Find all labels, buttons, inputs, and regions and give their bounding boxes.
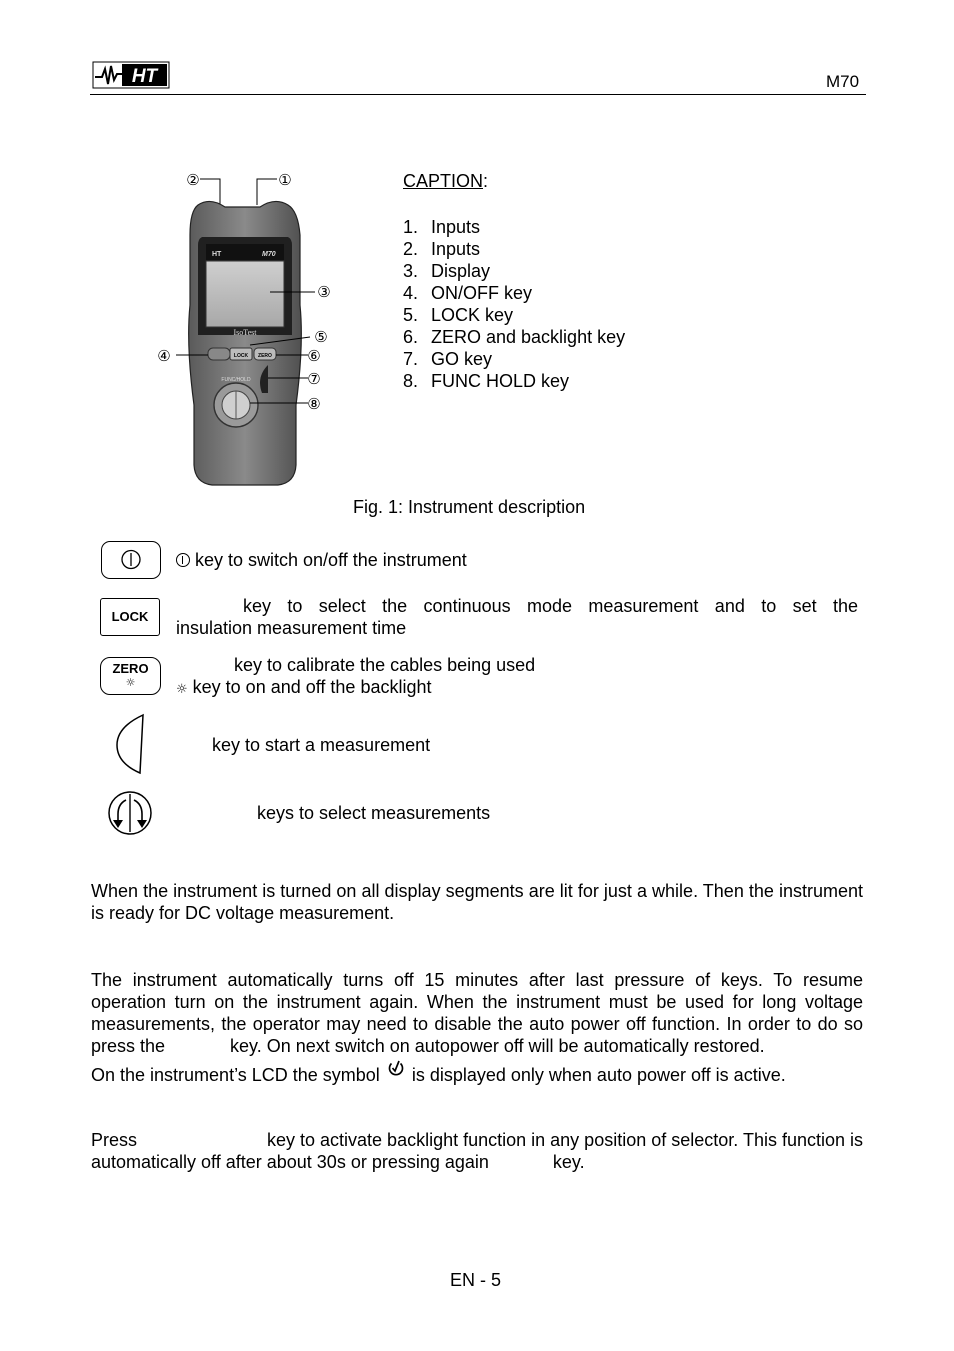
model-name: M70	[826, 72, 860, 91]
caption-item-label: GO key	[431, 349, 493, 369]
device-lock-key-text: LOCK	[233, 353, 249, 359]
zero-key-text-line1: key to calibrate the cables being used	[234, 655, 536, 675]
caption-item	[403, 238, 625, 260]
caption-item-number: 8.	[403, 371, 419, 391]
device-dial-label: FUNC/HOLD	[221, 377, 251, 383]
lock-key-label: LOCK	[111, 609, 149, 624]
callout-5: ⑤	[314, 328, 328, 346]
backlight-text-a: Press	[91, 1130, 138, 1150]
caption-item	[403, 260, 625, 282]
backlight-text-c: automatically off after about 30s or pressing again	[91, 1152, 489, 1172]
caption-item-label: FUNC HOLD key	[431, 371, 570, 391]
figure-caption: Fig. 1: Instrument description	[353, 497, 586, 517]
paragraph-autopoweroff	[91, 969, 863, 1057]
power-icon	[176, 553, 190, 567]
caption-title-text: CAPTION	[403, 171, 484, 191]
autopoweroff-icon	[387, 1059, 405, 1082]
page-number: EN - 5	[450, 1270, 502, 1290]
caption-item	[403, 216, 625, 238]
zero-key-label: ZERO	[112, 661, 149, 676]
device-brand-text: HT	[212, 251, 222, 258]
callout-8: ⑧	[307, 395, 321, 413]
caption-item-number: 3.	[403, 261, 419, 281]
func-keys-icon	[107, 790, 153, 836]
header-rule	[90, 94, 866, 95]
device-name-text: IsoTest	[233, 328, 257, 337]
lock-key-text-line2: insulation measurement time	[176, 618, 407, 638]
autopoweroff-text-b: key. On next switch on autopower off will be automatically restored.	[230, 1036, 765, 1056]
backlight-icon: ☼	[125, 676, 136, 689]
zero-key-text-line2: key to on and off the backlight	[192, 677, 432, 697]
lock-key-icon	[100, 598, 160, 636]
autopoweroff-text-a: The instrument automatically turns off 15 minutes after last pressure of keys. To resume operation turn on the instrument again. When the instrument must be used for long voltage measurements, the operator may need to disable the auto power off function. In order to do so press the	[91, 970, 863, 1056]
caption-item-label: LOCK key	[431, 305, 514, 325]
backlight-icon: ☼	[176, 682, 188, 697]
caption-title-colon: :	[483, 171, 489, 191]
caption-list	[403, 216, 625, 392]
caption-item-number: 4.	[403, 283, 419, 303]
backlight-text-d: key.	[552, 1152, 585, 1172]
zero-key-description	[176, 654, 535, 701]
device-zero-key-text: ZERO	[258, 353, 272, 359]
caption-item-number: 5.	[403, 305, 419, 325]
go-key-icon	[113, 713, 147, 775]
lock-key-description	[176, 595, 858, 639]
func-keys-description: keys to select measurements	[257, 803, 491, 823]
caption-item-number: 6.	[403, 327, 419, 347]
caption-item-label: ZERO and backlight key	[431, 327, 626, 347]
caption-item-number: 1.	[403, 217, 419, 237]
autopoweroff-symbol-text: On the instrument’s LCD the symbol	[91, 1065, 380, 1085]
autopoweroff-symbol-text-end: is displayed only when auto power off is active.	[411, 1065, 786, 1085]
instrument-figure	[150, 165, 340, 490]
onoff-key-icon	[101, 541, 161, 579]
caption-item-label: Inputs	[431, 239, 481, 259]
callout-7: ⑦	[307, 370, 321, 388]
caption-item	[403, 370, 625, 392]
caption-item-label: Inputs	[431, 217, 481, 237]
callout-1: ①	[278, 171, 292, 189]
onoff-key-description	[176, 549, 467, 571]
onoff-key-text: key to switch on/off the instrument	[195, 550, 467, 570]
caption-item-number: 7.	[403, 349, 419, 369]
caption-item-label: ON/OFF key	[431, 283, 533, 303]
caption-title	[403, 171, 488, 192]
caption-item	[403, 282, 625, 304]
backlight-text-b: key to activate backlight function in any position of selector. This function is	[267, 1130, 863, 1150]
zero-key-icon	[100, 657, 161, 695]
paragraph-backlight	[91, 1129, 863, 1173]
logo-text: HT	[131, 66, 158, 87]
brand-logo	[92, 60, 170, 90]
paragraph-autopoweroff-symbol	[91, 1059, 786, 1086]
go-key-description: key to start a measurement	[212, 735, 431, 755]
callout-2: ②	[186, 171, 200, 189]
paragraph-startup: When the instrument is turned on all display segments are lit for just a while. Then the instrument is ready for DC voltage measurement.	[91, 881, 863, 923]
lock-key-text-line1: key to select the continuous mode measurement and to set the	[243, 596, 858, 616]
caption-item-number: 2.	[403, 239, 419, 259]
callout-6: ⑥	[307, 347, 321, 365]
caption-item	[403, 326, 625, 348]
callout-4: ④	[157, 347, 171, 365]
callout-3: ③	[317, 283, 331, 301]
caption-item	[403, 348, 625, 370]
ht-logo-icon	[92, 60, 170, 90]
caption-item	[403, 304, 625, 326]
caption-item-label: Display	[431, 261, 491, 281]
device-model-text: M70	[262, 251, 276, 258]
